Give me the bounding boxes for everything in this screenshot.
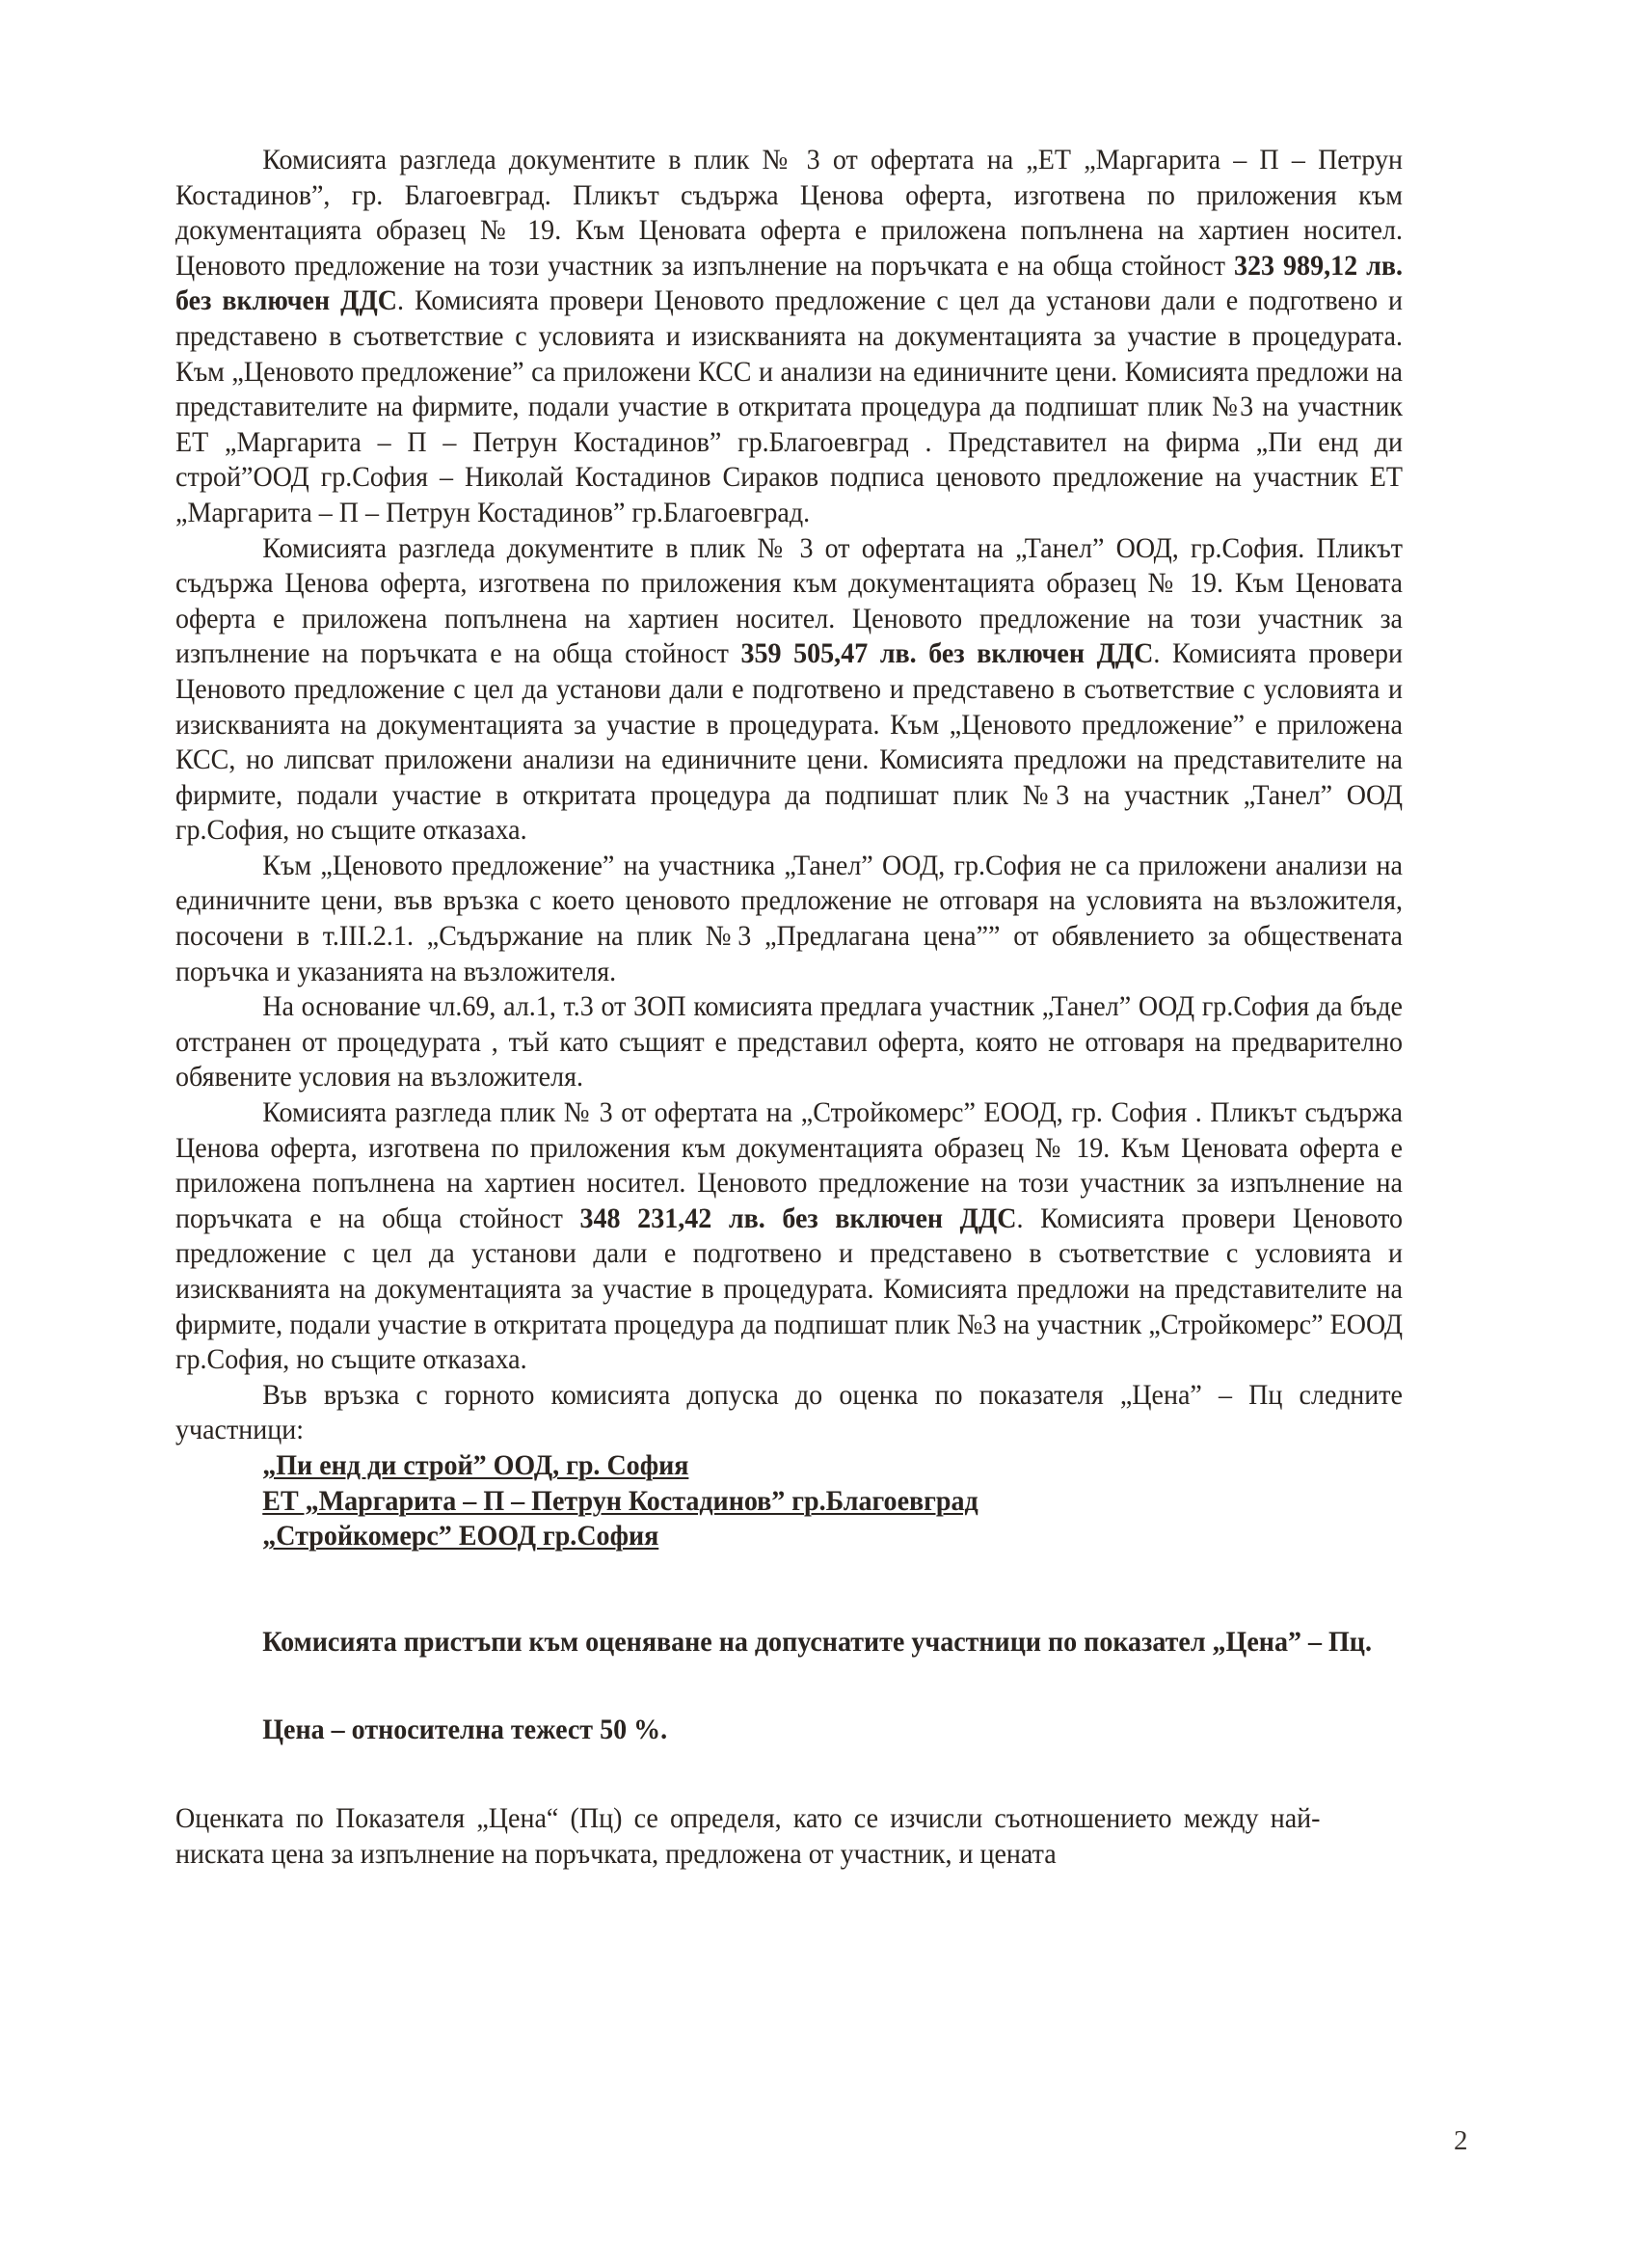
weight-line: Цена – относителна тежест 50 %. — [262, 1714, 668, 1746]
admitted-participants-list — [175, 1448, 1403, 1554]
spacer — [175, 1748, 1403, 1801]
paragraph-margarita-offer — [175, 143, 1403, 531]
text-run: . Комисията провери Ценовото предложение с цел да установи дали е подготвено и представено в съответствие с условията и изискванията на документацията за участие в процедурата. Към „Ценовото предложение” са приложени КСС и анализи на единичните цени. Комисията предложи на представителите на фирмите, подали участие в откритата процедура да подпишат плик №3 на участник ЕТ „Маргарита – П – Петрун Костадинов” гр.Благоевград . Представител на фирма „Пи енд ди строй”ООД гр.София – Николай Костадинов Сираков подписа ценовото предложение на участник ЕТ „Маргарита – П – Петрун Костадинов” гр.Благоевград. — [175, 285, 1404, 528]
text-run: Комисията разгледа документите в плик № 3 от офертата на „Танел” ООД, гр.София. Пликът съдържа Ценова оферта, изготвена по приложения към документацията образец № 19. Към Ценовата оферта е приложена попълнена на хартиен носител. Ценовото предложение на този участник за изпълнение на поръчката е на обща стойност — [175, 532, 1403, 670]
final-paragraph: Оценката по Показателя „Цена“ (Пц) се определя, като се изчисли съотношението между най-ниската цена за изпълнение на поръчката, предложена от участник, и цената — [175, 1802, 1321, 1870]
paragraph-tanel-exclusion: На основание чл.69, ал.1, т.3 от ЗОП комисията предлага участник „Танел” ООД гр.София да бъде отстранен от процедурата , тъй като същият е представил оферта, която не отговаря на предварително обявените условия на възложителя. — [175, 991, 1403, 1094]
price-margarita: 323 989,12 лв. без включен ДДС — [175, 250, 1403, 317]
paragraph-stroikomers-offer — [175, 1095, 1403, 1378]
paragraph-admission: Във връзка с горното комисията допуска до оценка по показателя „Цена” – Пц следните участници: — [175, 1379, 1403, 1446]
admitted-participant: „Пи енд ди строй” ООД, гр. София — [262, 1449, 689, 1481]
paragraph-tanel-missing-analyses: Към „Ценовото предложение” на участника „Танел” ООД, гр.София не са приложени анализи на единичните цени, във връзка с което ценовото предложение не отговаря на условията на възложителя, посочени в т.III.2.1. „Съдържание на плик №3 „Предлагана цена”” от обявлението за обществената поръчка и указанията на възложителя. — [175, 850, 1403, 987]
page-number: 2 — [1454, 2125, 1468, 2156]
evaluation-heading: Комисията пристъпи към оценяване на допуснатите участници по показател „Цена” – Пц. — [262, 1626, 1372, 1658]
document-page — [175, 143, 1403, 1872]
price-tanel: 359 505,47 лв. без включен ДДС — [740, 638, 1154, 670]
paragraph-tanel-offer — [175, 531, 1403, 849]
admitted-participant: „Стройкомерс” ЕООД гр.София — [262, 1521, 659, 1552]
admitted-participant: ЕТ „Маргарита – П – Петрун Костадинов” гр.Благоевград — [262, 1485, 978, 1517]
text-run: Комисията разгледа документите в плик № 3 от офертата на „ЕТ „Маргарита – П – Петрун Костадинов”, гр. Благоевград. Пликът съдържа Ценова оферта, изготвена по приложения към документацията образец № 19. Към Ценовата оферта е приложена попълнена на хартиен носител. Ценовото предложение на този участник за изпълнение на поръчката е на обща стойност — [175, 145, 1403, 282]
text-run: . Комисията провери Ценовото предложение с цел да установи дали е подготвено и представено в съответствие с условията и изискванията на документацията за участие в процедурата. Комисията предложи на представителите на фирмите, подали участие в откритата процедура да подпишат плик №3 на участник „Стройкомерс” ЕООД гр.София, но същите отказаха. — [175, 1202, 1404, 1376]
spacer — [175, 1554, 1403, 1625]
text-run: Комисията разгледа плик № 3 от офертата на „Стройкомерс” ЕООД, гр. София . Пликът съдържа Ценова оферта, изготвена по приложения към документацията образец № 19. Към Ценовата оферта е приложена попълнена на хартиен носител. Ценовото предложение на този участник за изпълнение на поръчката е на обща стойност — [175, 1097, 1403, 1234]
spacer — [175, 1660, 1403, 1713]
text-run: . Комисията провери Ценовото предложение с цел да установи дали е подготвено и представено в съответствие с условията и изискванията на документацията за участие в процедурата. Към „Ценовото предложение” е приложена КСС, но липсват приложени анализи на единичните цени. Комисията предложи на представителите на фирмите, подали участие в откритата процедура да подпишат плик №3 на участник „Танел” ООД гр.София, но същите отказаха. — [175, 638, 1403, 847]
price-stroikomers: 348 231,42 лв. без включен ДДС — [579, 1202, 1017, 1234]
